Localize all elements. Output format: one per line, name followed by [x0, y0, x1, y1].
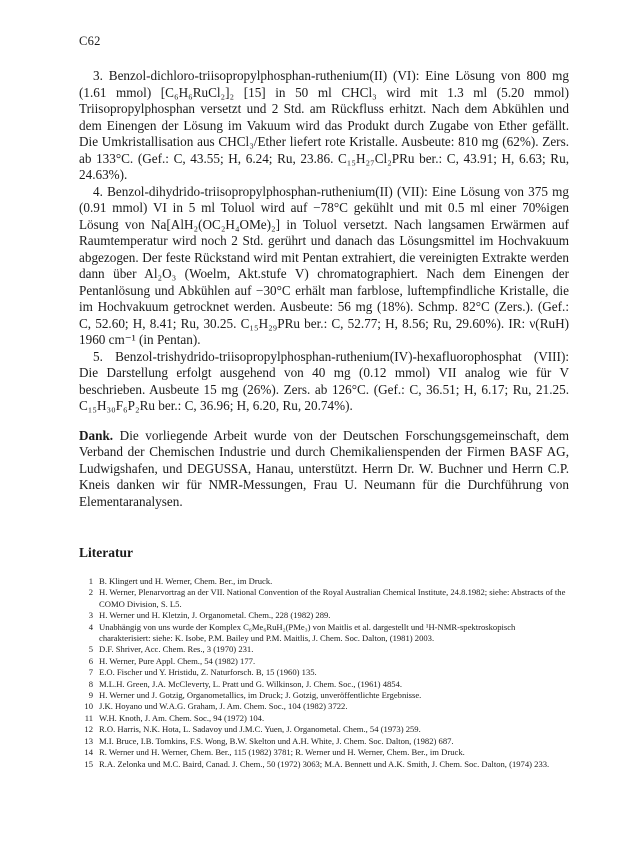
acknowledgement-label: Dank. [79, 427, 114, 443]
reference-text: R.A. Zelonka und M.C. Baird, Canad. J. Chem., 50 (1972) 3063; M.A. Bennett und A.K. Smith, J. Chem. Soc. Dalton, (1974) 233. [99, 758, 550, 769]
reference-item [79, 679, 569, 690]
reference-number: 6 [88, 655, 93, 666]
reference-text: H. Werner, Plenarvortrag an der VII. National Convention of the Royal Australian Chemical Institute, 24.8.1982; siehe: Abstracts of the COMO Division, S. L5. [99, 587, 566, 609]
reference-text: H. Werner und H. Kletzin, J. Organometal. Chem., 228 (1982) 289. [99, 610, 331, 621]
reference-text: Unabhängig von uns wurde der Komplex C₆Me₆RuH₂(PMe₃) von Maitlis et al. dargestellt und ¹H-NMR-spektroskopisch charakterisiert: siehe: K. Isobe, P.M. Bailey und P.M. Maitlis, J. Chem. Soc. Dalton, (1981) 2003. [99, 621, 516, 644]
reference-item [79, 644, 569, 655]
experimental-paragraph-5: 5. Benzol-trishydrido-triisopropylphosphan-ruthenium(IV)-hexafluorophosphat (VIII): Die Darstellung erfolgt ausgehend von 40 mg (0.12 mmol) VII analog wie für V beschrieben. Ausbeute 15 mg (26%). Zers. ab 126°C. (Gef.: C, 36.51; H, 6.17; Ru, 21.25. C₁₅H₃₀F₆P₂Ru ber.: C, 36.96; H, 6.20, Ru, 20.74%). [79, 348, 569, 413]
reference-number: 7 [88, 667, 93, 678]
references-heading: Literatur [79, 545, 133, 560]
reference-item [79, 576, 569, 587]
reference-item [79, 747, 569, 758]
experimental-paragraph-4: 4. Benzol-dihydrido-triisopropylphosphan-ruthenium(II) (VII): Eine Lösung von 375 mg (0.91 mmol) VI in 5 ml Toluol wird auf −78°C gekühlt und mit 0.5 ml einer 70%igen Lösung von Na[AlH₂(OC₂H₄OMe)₂] in Toluol versetzt. Nach langsamen Erwärmen auf Raumtemperatur wird noch 2 Std. gerührt und danach das Lösungsmittel im Hochvakuum abgezogen. Der feste Rückstand wird mit Pentan extrahiert, die vereinigten Extrakte werden dann über Al₂O₃ (Woelm, Akt.stufe V) chromatographiert. Nach dem Einengen der Pentanlösung und Abkühlen auf −30°C erhält man farblose, luftempfindliche Kristalle, die im Hochvakuum getrocknet werden. Ausbeute: 56 mg (18%). Schmp. 82°C (Zers.). (Gef.: C, 52.60; H, 8.41; Ru, 30.25. C₁₅H₂₉PRu ber.: C, 52.77; H, 8.56; Ru, 29.60%). IR: ν(RuH) 1960 cm⁻¹ (in Pentan). [79, 183, 569, 347]
reference-item [79, 656, 569, 667]
reference-text: R. Werner und H. Werner, Chem. Ber., 115 (1982) 3781; R. Werner und H. Werner, Chem. Ber., im Druck. [99, 747, 465, 758]
reference-number: 9 [88, 690, 93, 701]
reference-text: R.O. Harris, N.K. Hota, L. Sadavoy und J.M.C. Yuen, J. Organometal. Chem., 54 (1973) 259. [99, 724, 421, 735]
reference-number: 15 [84, 758, 93, 769]
reference-text: H. Werner und J. Gotzig, Organometallics, im Druck; J. Gotzig, unveröffentlichte Ergebnisse. [99, 690, 422, 701]
reference-item [79, 622, 569, 645]
reference-text: D.F. Shriver, Acc. Chem. Res., 3 (1970) 231. [99, 644, 254, 655]
reference-number: 11 [84, 712, 93, 723]
reference-number: 5 [88, 644, 93, 655]
reference-text: M.I. Bruce, I.B. Tomkins, F.S. Wong, B.W. Skelton und A.H. White, J. Chem. Soc. Dalton, (1982) 687. [99, 735, 454, 746]
reference-text: W.H. Knoth, J. Am. Chem. Soc., 94 (1972) 104. [99, 712, 265, 723]
reference-text: B. Klingert und H. Werner, Chem. Ber., im Druck. [99, 576, 273, 586]
reference-number: 1 [88, 576, 93, 586]
reference-item [79, 759, 569, 770]
acknowledgement-paragraph [79, 428, 569, 511]
reference-number: 8 [88, 678, 93, 689]
main-body [79, 68, 569, 510]
reference-number: 12 [84, 724, 93, 735]
reference-text: J.K. Hoyano und W.A.G. Graham, J. Am. Chem. Soc., 104 (1982) 3722. [99, 701, 348, 712]
reference-item [79, 587, 569, 610]
reference-item [79, 701, 569, 712]
reference-item [79, 724, 569, 735]
reference-number: 4 [88, 621, 93, 632]
reference-text: H. Werner, Pure Appl. Chem., 54 (1982) 177. [99, 655, 256, 666]
reference-item [79, 736, 569, 747]
experimental-paragraph-3: 3. Benzol-dichloro-triisopropylphosphan-ruthenium(II) (VI): Eine Lösung von 800 mg (1.61 mmol) [C₆H₆RuCl₂]₂ [15] in 50 ml CHCl₃ wird mit 1.3 ml (5.20 mmol) Triisopropylphosphan versetzt und 2 Std. am Rückfluss erhitzt. Nach dem Abkühlen und dem Einengen der Lösung im Vakuum wird das Produkt durch Zugabe von Ether gefällt. Die Umkristallisation aus CHCl₃/Ether liefert rote Kristalle. Ausbeute: 810 mg (62%). Zers. ab 133°C. (Gef.: C, 43.55; H, 6.24; Ru, 23.86. C₁₅H₂₇Cl₂PRu ber.: C, 43.91; H, 6.63; Ru, 24.63%). [79, 68, 569, 182]
reference-text: E.O. Fischer und Y. Hristidu, Z. Naturforsch. B, 15 (1960) 135. [99, 667, 317, 678]
acknowledgement-text: Die vorliegende Arbeit wurde von der Deutschen Forschungsgemeinschaft, dem Verband der Chemischen Industrie und durch Chemikalienspenden der Firmen BASF AG, Ludwigshafen, und DEGUSSA, Hanau, unterstützt. Herrn Dr. W. Buchner und Herrn C.P. Kneis danken wir für NMR-Messungen, Frau U. Neumann für die Durchführung von Elementaranalysen. [79, 427, 569, 509]
reference-text: M.L.H. Green, J.A. McCleverty, L. Pratt und G. Wilkinson, J. Chem. Soc., (1961) 4854. [99, 678, 403, 689]
reference-item [79, 713, 569, 724]
reference-number: 14 [84, 747, 93, 758]
reference-number: 2 [88, 587, 93, 598]
page-number: C62 [79, 34, 101, 48]
reference-number: 10 [84, 701, 93, 712]
references-list [79, 576, 569, 770]
reference-number: 3 [88, 610, 93, 621]
reference-item [79, 667, 569, 678]
reference-number: 13 [84, 735, 93, 746]
reference-item [79, 610, 569, 621]
reference-item [79, 690, 569, 701]
